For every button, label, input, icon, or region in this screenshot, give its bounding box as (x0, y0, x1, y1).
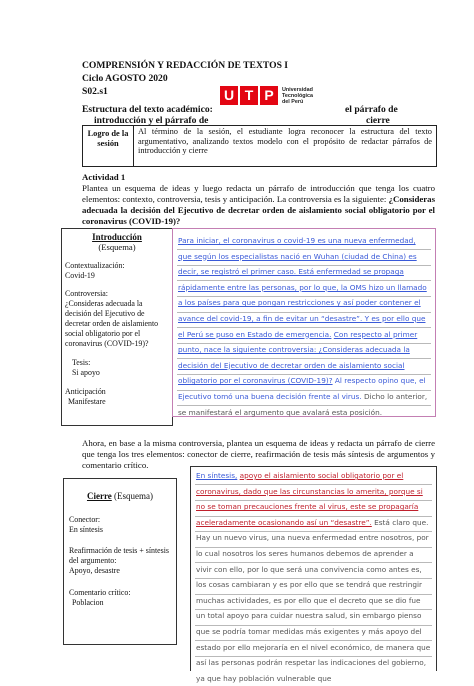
intro-paragraph (173, 229, 435, 420)
cierre-scheme-subtitle: (Esquema) (114, 491, 154, 501)
cierre-reaffirm-text: apoyo el aislamiento social obligatorio por el coronavirus, dado que las circunstancias lo amerita, porque si no se toman precauciones frente al virus, este se propagaría aceleradamente ocasionando así un “desastre”. (196, 471, 423, 527)
cierre-scheme-title: Cierre (86, 491, 112, 501)
intro-scheme-box (61, 228, 173, 426)
cierre-scheme-box (63, 478, 177, 645)
connector-label: Conector: (69, 515, 101, 524)
thesis-label: Tesis: (72, 358, 91, 367)
intro-thesis-text: Al respecto opino que, el Ejecutivo tomó una buena decisión frente al virus. (178, 376, 426, 401)
controversy-label: Controversia: (65, 289, 108, 298)
cierre-connector-text: En síntesis, (196, 471, 238, 480)
intro-context-text: Para iniciar, el coronavirus o covid-19 es una nueva enfermedad, que según los especialistas nació en Wuhan (ciudad de China) es decir, se registró el primer caso. Está enfermedad se propaga rápidamente entre las personas, por lo que, la OMS hizo un llamado a los países para que pongan restricciones y así poder contener el avance del covid-19, a fin de evitar un “desastre”. Y es por ello que el Perú se puso en Estado de emergencia. (178, 236, 427, 339)
structure-label: Estructura del texto académico: (82, 104, 213, 115)
course-cycle: Ciclo AGOSTO 2020 (82, 73, 168, 84)
cierre-paragraph-box (190, 466, 437, 683)
logro-table (82, 125, 437, 167)
intro-anticipation-text: Dicho lo anterior, se manifestará el argumento que avalará esta posición. (178, 391, 428, 417)
session-code: S02.s1 (82, 86, 108, 97)
intro-scheme-subtitle: (Esquema) (98, 242, 136, 252)
context-value: Covid-19 (65, 271, 95, 280)
reaffirm-value: Apoyo, desastre (69, 566, 120, 575)
logro-label: Logro de la sesión (83, 126, 134, 166)
activity-instructions: Plantea un esquema de ideas y luego redacta un párrafo de introducción que tenga los cuatro elementos: contexto, controversia, tesis y anticipación. La controversia es la siguiente: ¿Consideras adecuada la decisión del Ejecutivo de decretar orden de aislamiento social obligatorio por el coronavirus (COVID-19)? (82, 183, 435, 226)
context-label: Contextualización: (65, 261, 125, 270)
connector-value: En síntesis (69, 525, 103, 534)
activity-title: Actividad 1 (82, 172, 126, 182)
cierre-scheme-heading (64, 491, 176, 501)
intro-controversy-text: Con respecto al primer punto, nace la siguiente controversia: ¿Consideras adecuada la decisión del Ejecutivo de decretar orden de aislamiento social obligatorio por el coronavirus (COVID-19)? (178, 329, 418, 386)
logro-text: Al término de la sesión, el estudiante logra reconocer la estructura del texto argumentativo, analizando textos modelo con el propósito de redactar párrafos de introducción y cierre (138, 127, 432, 156)
comment-label: Comentario crítico: (69, 588, 131, 597)
cierre-comment-text: Está claro que. Hay un nuevo virus, una nueva enfermedad entre nosotros, por lo cual nosotros los seres humanos debemos de aprender a vivir con ello, por lo que será una convivencia como antes es, los cosas cambiaran y es por ello que se tendrá que restringir muchas actividades, es por ello que el decreto que se dio fue un total apoyo para cuidar nuestra salud, sin embargo pienso que se podría tomar medidas más exigentes y más apoyo del estado por ello mejoraría en el nivel económico, de manera que así las personas podrán respetar las indicaciones del gobierno, ya que hay población vulnerable que (196, 517, 431, 683)
controversy-value: ¿Consideras adecuada la decisión del Ejecutivo de decretar orden de aislamiento social obligatorio por el coronavirus (COVID-19)? (65, 299, 159, 348)
activity-question: ¿Consideras adecuada la decisión del Ejecutivo de decretar orden de aislamiento social obligatorio por el coronavirus (COVID-19)? (82, 194, 435, 226)
anticipation-label: Anticipación (65, 387, 106, 396)
intro-paragraph-box (172, 228, 436, 417)
structure-label-right-line2: cierre (366, 115, 390, 126)
reaffirm-label: Reafirmación de tesis + síntesis del argumento: (69, 546, 169, 565)
comment-value: Poblacion (72, 598, 104, 607)
thesis-value: Si apoyo (72, 368, 100, 377)
anticipation-value: Manifestare (68, 397, 106, 406)
structure-label-right: el párrafo de (345, 104, 398, 115)
activity2-instructions: Ahora, en base a la misma controversia, plantea un esquema de ideas y redacta un párrafo de cierre que tenga los tres elementos: conector de cierre, reafirmación de tesis más síntesis de argumentos y comentario crítico. (82, 438, 435, 470)
course-title: COMPRENSIÓN Y REDACCIÓN DE TEXTOS I (82, 60, 289, 71)
structure-label-line2: introducción y el párrafo de (94, 115, 209, 126)
utp-logo: U T P Universidad Tecnológica del Perú (220, 86, 310, 110)
intro-scheme-title: Introducción (92, 232, 142, 242)
cierre-paragraph (191, 467, 436, 686)
